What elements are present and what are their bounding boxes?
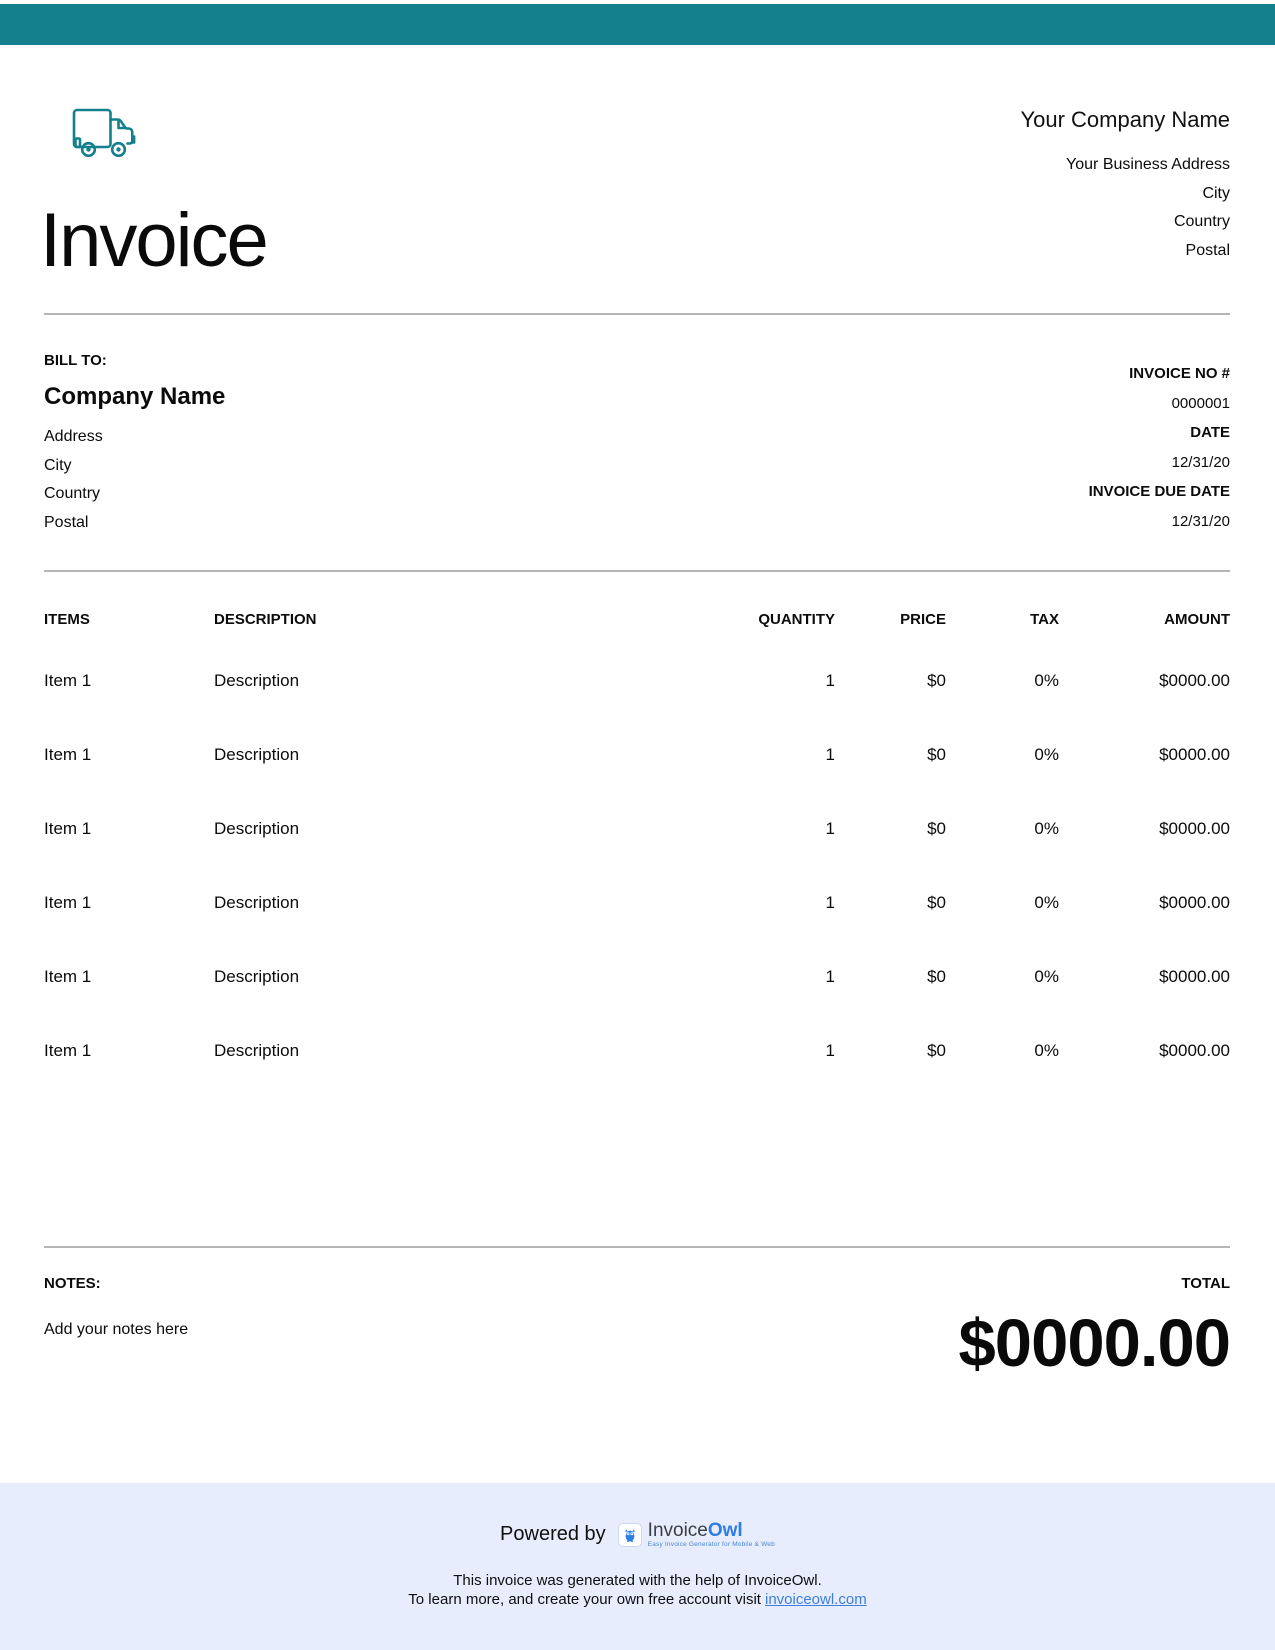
summary-section bbox=[44, 1274, 1230, 1381]
bill-to-company: Company Name bbox=[44, 383, 226, 410]
bill-to-address-line: Postal bbox=[44, 513, 89, 531]
cell-amount: $0000.00 bbox=[1159, 1041, 1230, 1060]
bill-to-address-line: Address bbox=[44, 428, 103, 445]
cell-item: Item 1 bbox=[44, 1041, 92, 1060]
column-header-items: ITEMS bbox=[44, 611, 90, 628]
invoice-date-value: 12/31/20 bbox=[1171, 453, 1230, 471]
table-row bbox=[44, 940, 1230, 1014]
truck-icon bbox=[72, 107, 136, 157]
cell-tax: 0% bbox=[1034, 1041, 1059, 1060]
table-row bbox=[44, 718, 1230, 792]
cell-tax: 0% bbox=[1034, 893, 1059, 912]
cell-description: Description bbox=[214, 671, 300, 690]
footer-line-2 bbox=[0, 1590, 1275, 1609]
cell-amount: $0000.00 bbox=[1159, 819, 1230, 838]
column-header-description: DESCRIPTION bbox=[214, 611, 317, 628]
invoiceowl-link[interactable]: invoiceowl.com bbox=[764, 1590, 867, 1608]
bill-to-address bbox=[44, 423, 225, 537]
table-row bbox=[44, 1014, 1230, 1088]
bill-to-address-line: City bbox=[44, 456, 72, 474]
cell-description: Description bbox=[214, 1041, 300, 1060]
cell-item: Item 1 bbox=[44, 819, 92, 838]
cell-item: Item 1 bbox=[44, 745, 92, 764]
cell-item: Item 1 bbox=[44, 671, 92, 690]
cell-description: Description bbox=[214, 745, 300, 764]
divider bbox=[44, 313, 1230, 315]
cell-quantity: 1 bbox=[825, 819, 835, 838]
cell-item: Item 1 bbox=[44, 967, 92, 986]
table-row bbox=[44, 644, 1230, 718]
cell-price: $0 bbox=[927, 671, 946, 690]
bill-to-label: BILL TO: bbox=[44, 352, 107, 369]
company-name: Your Company Name bbox=[1020, 107, 1230, 132]
invoiceowl-logo bbox=[618, 1521, 775, 1549]
cell-tax: 0% bbox=[1034, 967, 1059, 986]
items-table bbox=[44, 610, 1230, 1088]
cell-price: $0 bbox=[927, 893, 946, 912]
cell-quantity: 1 bbox=[825, 671, 835, 690]
logo-tagline: Easy Invoice Generator for Mobile & Web bbox=[647, 1541, 775, 1548]
total-block bbox=[958, 1274, 1230, 1381]
cell-price: $0 bbox=[927, 819, 946, 838]
total-label: TOTAL bbox=[1181, 1275, 1230, 1292]
logo-word-owl: Owl bbox=[707, 1520, 743, 1541]
divider bbox=[44, 570, 1230, 572]
items-table-header bbox=[44, 610, 1230, 630]
cell-price: $0 bbox=[927, 967, 946, 986]
cell-quantity: 1 bbox=[825, 967, 835, 986]
logo-text bbox=[648, 1521, 775, 1549]
cell-amount: $0000.00 bbox=[1159, 967, 1230, 986]
company-address bbox=[1020, 151, 1230, 265]
cell-amount: $0000.00 bbox=[1159, 745, 1230, 764]
cell-item: Item 1 bbox=[44, 893, 92, 912]
divider bbox=[44, 1246, 1230, 1248]
cell-description: Description bbox=[214, 893, 300, 912]
header-left bbox=[40, 107, 267, 283]
invoice-meta-block bbox=[1089, 359, 1230, 537]
column-header-tax: TAX bbox=[1030, 611, 1059, 628]
company-address-line: Your Business Address bbox=[1066, 156, 1230, 173]
powered-by-label: Powered by bbox=[500, 1523, 606, 1546]
cell-amount: $0000.00 bbox=[1159, 671, 1230, 690]
cell-tax: 0% bbox=[1034, 745, 1059, 764]
logo-word-invoice: Invoice bbox=[647, 1520, 708, 1541]
billing-section bbox=[44, 351, 1230, 537]
company-block bbox=[1020, 107, 1230, 265]
cell-description: Description bbox=[214, 967, 300, 986]
invoice-number-value: 0000001 bbox=[1171, 394, 1230, 412]
footer-line-1: This invoice was generated with the help of InvoiceOwl. bbox=[453, 1571, 822, 1589]
cell-tax: 0% bbox=[1034, 671, 1059, 690]
cell-amount: $0000.00 bbox=[1159, 893, 1230, 912]
cell-price: $0 bbox=[927, 1041, 946, 1060]
notes-block bbox=[44, 1274, 188, 1377]
column-header-quantity: QUANTITY bbox=[758, 611, 835, 628]
bill-to-address-line: Country bbox=[44, 485, 101, 502]
powered-by-row bbox=[0, 1483, 1275, 1549]
cell-tax: 0% bbox=[1034, 819, 1059, 838]
company-address-line: Country bbox=[1173, 213, 1230, 230]
notes-text: Add your notes here bbox=[44, 1321, 189, 1338]
invoice-due-date-label: INVOICE DUE DATE bbox=[1088, 483, 1230, 500]
company-address-line: Postal bbox=[1185, 241, 1230, 259]
cell-quantity: 1 bbox=[825, 1041, 835, 1060]
invoice-due-date-value: 12/31/20 bbox=[1171, 512, 1230, 530]
invoice-date-label: DATE bbox=[1190, 424, 1230, 441]
total-value: $0000.00 bbox=[958, 1306, 1230, 1381]
table-row bbox=[44, 866, 1230, 940]
invoice-header bbox=[40, 107, 1230, 283]
owl-icon bbox=[618, 1523, 642, 1547]
table-row bbox=[44, 792, 1230, 866]
cell-quantity: 1 bbox=[825, 745, 835, 764]
footer bbox=[0, 1483, 1275, 1650]
column-header-amount: AMOUNT bbox=[1164, 611, 1230, 628]
notes-label: NOTES: bbox=[44, 1275, 101, 1292]
cell-description: Description bbox=[214, 819, 300, 838]
cell-quantity: 1 bbox=[825, 893, 835, 912]
items-table-body bbox=[44, 644, 1230, 1088]
column-header-price: PRICE bbox=[900, 611, 946, 628]
page-title: Invoice bbox=[40, 198, 267, 283]
cell-price: $0 bbox=[927, 745, 946, 764]
footer-line-2-text: To learn more, and create your own free account visit bbox=[408, 1590, 761, 1608]
bill-to-block bbox=[44, 351, 225, 537]
company-address-line: City bbox=[1202, 184, 1230, 202]
invoice-number-label: INVOICE NO # bbox=[1129, 365, 1230, 382]
